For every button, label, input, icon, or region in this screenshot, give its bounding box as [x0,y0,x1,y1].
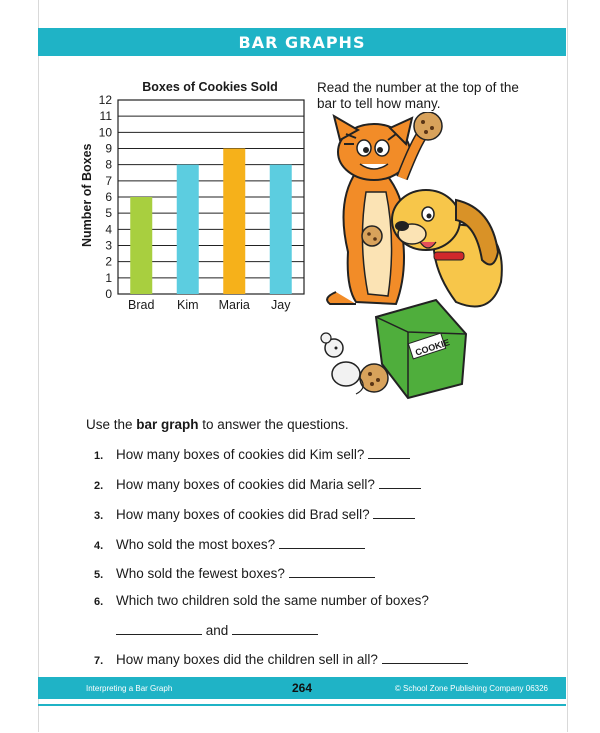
y-tick-label: 10 [98,125,112,140]
x-tick-label: Jay [271,298,291,312]
y-tick-label: 5 [105,206,112,221]
question-text: Who sold the most boxes? [116,537,276,552]
question-number: 5. [94,569,104,581]
question-7 [94,651,468,667]
question-number: 2. [94,480,104,492]
bar-maria [223,149,245,295]
y-tick-label: 6 [105,190,112,204]
question-3 [94,506,415,522]
instructions-suffix: to answer the questions. [198,417,349,432]
y-tick-label: 3 [105,238,112,253]
x-tick-label: Brad [128,298,155,312]
question-number: 7. [94,655,104,667]
title-banner [38,28,566,56]
x-tick-label: Kim [176,298,199,312]
bar-brad [130,197,152,294]
cookie-box-label: COOKIE [414,337,451,358]
cookie-box [360,300,466,398]
question-text: How many boxes of cookies did Brad sell? [116,507,370,522]
bar-jay [270,165,292,294]
y-axis-label: Number of Boxes [80,143,94,247]
answer-blank-2[interactable] [379,476,421,489]
question-text: Which two children sold the same number of boxes? [116,593,429,608]
y-tick-label: 7 [105,173,112,188]
question-number: 4. [94,540,104,552]
question-4 [94,536,365,552]
x-tick-label: Maria [218,298,250,312]
dog-illustration [392,190,502,307]
question-text: Who sold the fewest boxes? [116,566,285,581]
answer-blank-1[interactable] [368,446,410,459]
y-tick-label: 1 [105,270,112,285]
instructions-prefix: Use the [86,417,137,432]
mouse-illustration [321,333,363,394]
question-2 [94,476,421,492]
cat-dog-cookies-illustration [316,112,516,402]
y-tick-label: 11 [99,109,112,124]
y-tick-label: 2 [105,254,112,269]
question-text: How many boxes of cookies did Maria sell? [116,477,375,492]
instructions-bold: bar graph [136,417,199,432]
answer-blank-4[interactable] [279,536,365,549]
question-text: How many boxes of cookies did Kim sell? [116,447,365,462]
instruction-note: Read the number at the top of the bar to tell how many. [317,80,519,111]
footer-copyright: © School Zone Publishing Company 06326 [394,683,548,693]
instructions [86,417,349,432]
bar-chart [90,92,310,317]
question-5 [94,565,375,581]
footer-bar [38,677,566,699]
y-tick-label: 9 [105,141,112,156]
question-1 [94,446,410,462]
question-number: 3. [94,510,104,522]
y-tick-label: 12 [98,93,112,107]
question-number: 6. [94,596,104,608]
page-number: 264 [292,681,313,695]
answer-blank-7[interactable] [382,651,468,664]
answer-blank-6b[interactable] [232,622,318,635]
question-number: 1. [94,450,104,462]
question-text: How many boxes did the children sell in all? [116,652,378,667]
answer-and: and [205,623,229,638]
chart-title: Boxes of Cookies Sold [142,80,278,94]
footer-left: Interpreting a Bar Graph [86,683,173,693]
answer-blank-5[interactable] [289,565,375,578]
question-6 [94,593,429,608]
answer-blank-6a[interactable] [116,622,202,635]
answer-blank-3[interactable] [373,506,415,519]
bar-kim [177,165,199,294]
y-tick-label: 0 [105,287,112,301]
y-tick-label: 8 [105,157,112,172]
y-tick-label: 4 [105,222,112,237]
question-6-answers [116,622,318,638]
footer-stripe [38,704,566,706]
page-title: BAR GRAPHS [238,32,366,52]
